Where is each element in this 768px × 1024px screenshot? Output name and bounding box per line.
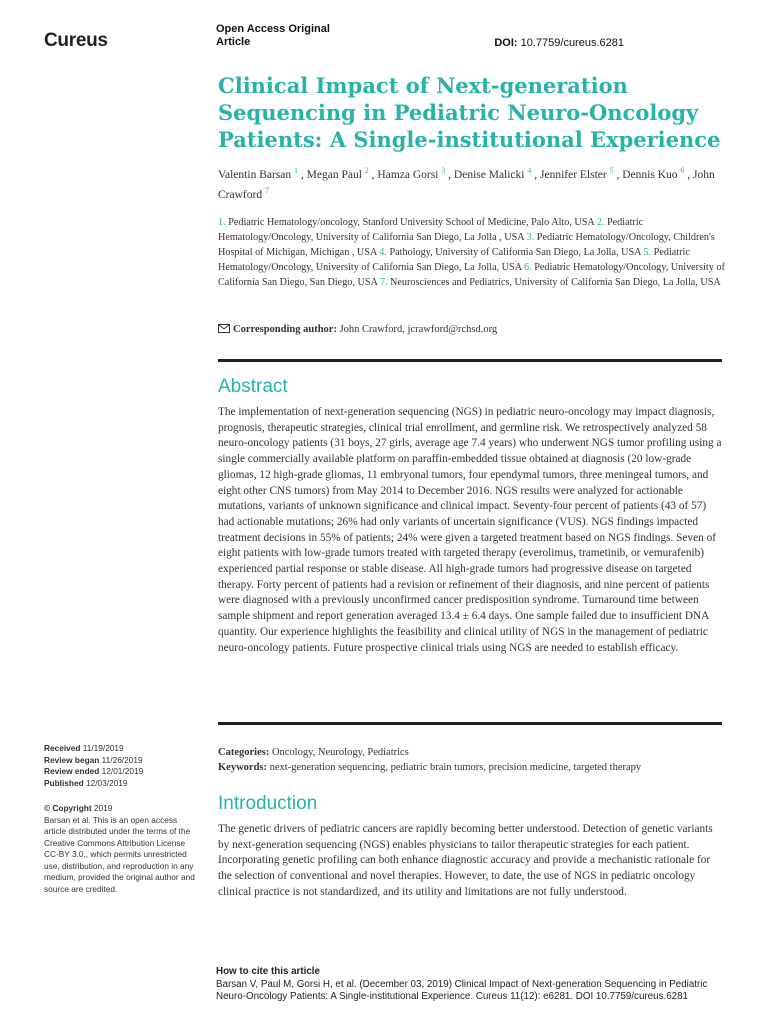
published-label: Published bbox=[44, 777, 84, 788]
article-type-line2: Article bbox=[216, 36, 251, 48]
published-line bbox=[44, 778, 196, 790]
affiliation-text: Pediatric Hematology/Oncology, Children's Hospital of Michigan, Michigan , USA bbox=[218, 232, 715, 258]
affiliation-text: Pathology, University of California San Diego, La Jolla, USA bbox=[389, 247, 641, 258]
affiliation-text: Pediatric Hematology/Oncology, University of California San Diego, La Jolla , USA bbox=[218, 217, 644, 243]
author-name[interactable]: John Crawford bbox=[218, 168, 715, 201]
author-affil-ref[interactable]: 1 bbox=[294, 166, 299, 175]
article-type bbox=[216, 23, 356, 49]
doi bbox=[494, 37, 624, 49]
envelope-icon bbox=[218, 324, 230, 333]
author-name[interactable]: Megan Paul bbox=[306, 168, 362, 181]
doi-label: DOI: bbox=[494, 37, 518, 49]
author-affil-ref[interactable]: 4 bbox=[527, 166, 532, 175]
citation-heading: How to cite this article bbox=[216, 966, 320, 977]
affiliation-text: Pediatric Hematology/oncology, Stanford University School of Medicine, Palo Alto, USA bbox=[228, 217, 595, 228]
received-label: Received bbox=[44, 743, 81, 753]
review-ended-line bbox=[44, 766, 196, 778]
review-ended-label: Review ended bbox=[44, 766, 100, 776]
affiliation-number: 7. bbox=[379, 277, 388, 288]
citation-block bbox=[216, 966, 726, 1004]
publication-dates bbox=[44, 743, 196, 789]
affiliation-number: 6. bbox=[524, 262, 532, 273]
affiliation-text: Pediatric Hematology/Oncology, University of California San Diego, La Jolla, USA bbox=[218, 247, 690, 273]
affiliation-number: 1. bbox=[218, 217, 226, 228]
introduction-text: The genetic drivers of pediatric cancers are rapidly becoming better understood. Detection of genetic variants by next-generation sequencing (NGS) enables physicians to tailor therapeutic strategies for each patient. Incorporating genetic profiling can both enhance diagnostic accuracy and provide a mechanistic rationale for the selection of conventional and novel therapies. However, to date, the use of NGS in pediatric oncology clinical practice is not standardized, and its utility and limitations are not fully understood. bbox=[218, 823, 713, 898]
section-divider bbox=[218, 359, 722, 362]
affiliation-number: 3. bbox=[526, 232, 535, 243]
review-began-value: 11/26/2019 bbox=[101, 754, 143, 765]
keywords-value: next-generation sequencing, pediatric brain tumors, precision medicine, targeted therapy bbox=[269, 762, 642, 773]
author-name[interactable]: Denise Malicki bbox=[453, 168, 525, 181]
copyright-label: © Copyright bbox=[44, 803, 92, 813]
author-affil-ref[interactable]: 7 bbox=[264, 185, 269, 195]
introduction-heading: Introduction bbox=[218, 793, 318, 814]
affiliation-text: Neurosciences and Pediatrics, University of California San Diego, La Jolla, USA bbox=[390, 277, 721, 288]
corresponding-author bbox=[218, 324, 497, 335]
corresponding-label: Corresponding author: bbox=[233, 324, 337, 335]
affiliation-number: 4. bbox=[379, 247, 387, 258]
abstract-text: The implementation of next-generation sequencing (NGS) in pediatric neuro-oncology may impact diagnosis, prognosis, therapeutic strategies, clinical trial enrollment, and germline risk. We retrospectively analyzed 58 neuro-oncology patients (31 boys, 27 girls, average age 7.4 years) who underwent NGS tumor profiling using a single commercially available platform on paraffin-embedded tissue obtained at diagnosis (20 low-grade gliomas, 12 high-grade gliomas, 11 embryonal tumors, four ependymal tumors, three meningeal tumors, and eight other CNS tumors) from May 2014 to December 2016. NGS results were analyzed for actionable mutations, variants of unknown significance and clinical impact. Seventy-four percent of patients (43 of 57) had actionable mutations; 26% had only variants of uncertain significance (VUS). NGS findings impacted treatment decisions in 55% of patients; 24% were given a targeted treatment based on NGS findings. Seven of eight patients with low-grade tumors treated with targeted therapy (everolimus, trametinib, or vemurafenib) experienced partial response or stable disease. All high-grade tumors had progressive disease on targeted therapy. Forty percent of patients had a revision or refinement of their diagnosis, and nine percent of patients were diagnosed with a previously unconfirmed cancer predisposition syndrome. Turnaround time between sample shipment and report generation averaged 13.4 ± 6.4 days. One sample failed due to insufficient DNA quantity. Our experience highlights the feasibility and clinical utility of NGS in the management of pediatric neuro-oncology patients. Future prospective clinical trials using NGS are needed to establish efficacy. bbox=[218, 406, 722, 654]
affiliation-number: 2. bbox=[596, 217, 605, 228]
received-value: 11/19/2019 bbox=[82, 743, 124, 753]
categories-value: Oncology, Neurology, Pediatrics bbox=[271, 747, 409, 758]
author-affil-ref[interactable]: 2 bbox=[364, 166, 369, 175]
categories-label: Categories: bbox=[218, 747, 270, 758]
keywords-label: Keywords: bbox=[218, 762, 267, 773]
corresponding-value[interactable]: John Crawford, jcrawford@rchsd.org bbox=[339, 324, 498, 335]
affiliation-number: 5. bbox=[643, 247, 652, 258]
copyright-year: 2019 bbox=[93, 803, 113, 813]
affiliation-text: Pediatric Hematology/Oncology, University of California San Diego, San Diego, USA bbox=[218, 262, 725, 288]
article-title: Clinical Impact of Next-generation Sequencing in Pediatric Neuro-Oncology Patients: A Single-institutional Experience bbox=[218, 73, 721, 152]
categories-keywords bbox=[218, 745, 728, 775]
received-line bbox=[44, 743, 196, 755]
copyright-block bbox=[44, 803, 196, 895]
author-affil-ref[interactable]: 5 bbox=[609, 166, 614, 175]
author-affil-ref[interactable]: 6 bbox=[680, 166, 685, 175]
affiliations bbox=[218, 215, 733, 290]
author-affil-ref[interactable]: 3 bbox=[441, 166, 446, 175]
review-ended-value: 12/01/2019 bbox=[101, 766, 144, 776]
journal-logo: Cureus bbox=[44, 30, 108, 51]
author-name[interactable]: Jennifer Elster bbox=[539, 168, 607, 181]
author-list: Valentin Barsan $^1$ , Megan Paul $^2$ , Hamza Gorsi $^3$ , Denise Malicki $^4$ , Jennifer Elster $^5$ , Dennis Kuo $^6$ , John Crawford $^7$ bbox=[218, 166, 715, 201]
categories-line bbox=[218, 745, 728, 760]
author-name[interactable]: Dennis Kuo bbox=[622, 168, 678, 181]
license-text: Barsan et al. This is an open access article distributed under the terms of the Creative Commons Attribution License CC-BY 3.0., which permits unrestricted use, distribution, and reproduction in any medium, provided the original author and source are credited. bbox=[44, 814, 195, 894]
author-name[interactable]: Hamza Gorsi bbox=[377, 168, 439, 181]
review-began-label: Review began bbox=[44, 754, 100, 765]
article-type-line1: Open Access Original bbox=[216, 23, 330, 35]
copyright-line bbox=[44, 803, 196, 815]
author-name[interactable]: Valentin Barsan bbox=[218, 168, 292, 181]
doi-value: 10.7759/cureus.6281 bbox=[520, 37, 624, 49]
review-began-line bbox=[44, 755, 196, 767]
citation-text: Barsan V, Paul M, Gorsi H, et al. (December 03, 2019) Clinical Impact of Next-generation Sequencing in Pediatric Neuro-Oncology Patients: A Single-institutional Experience. Cureus 11(12): e6281. DOI 10.7759/cureus.6281 bbox=[216, 978, 708, 1002]
published-value: 12/03/2019 bbox=[85, 777, 128, 788]
abstract-heading: Abstract bbox=[218, 376, 288, 397]
section-divider bbox=[218, 722, 722, 725]
keywords-line bbox=[218, 760, 728, 775]
